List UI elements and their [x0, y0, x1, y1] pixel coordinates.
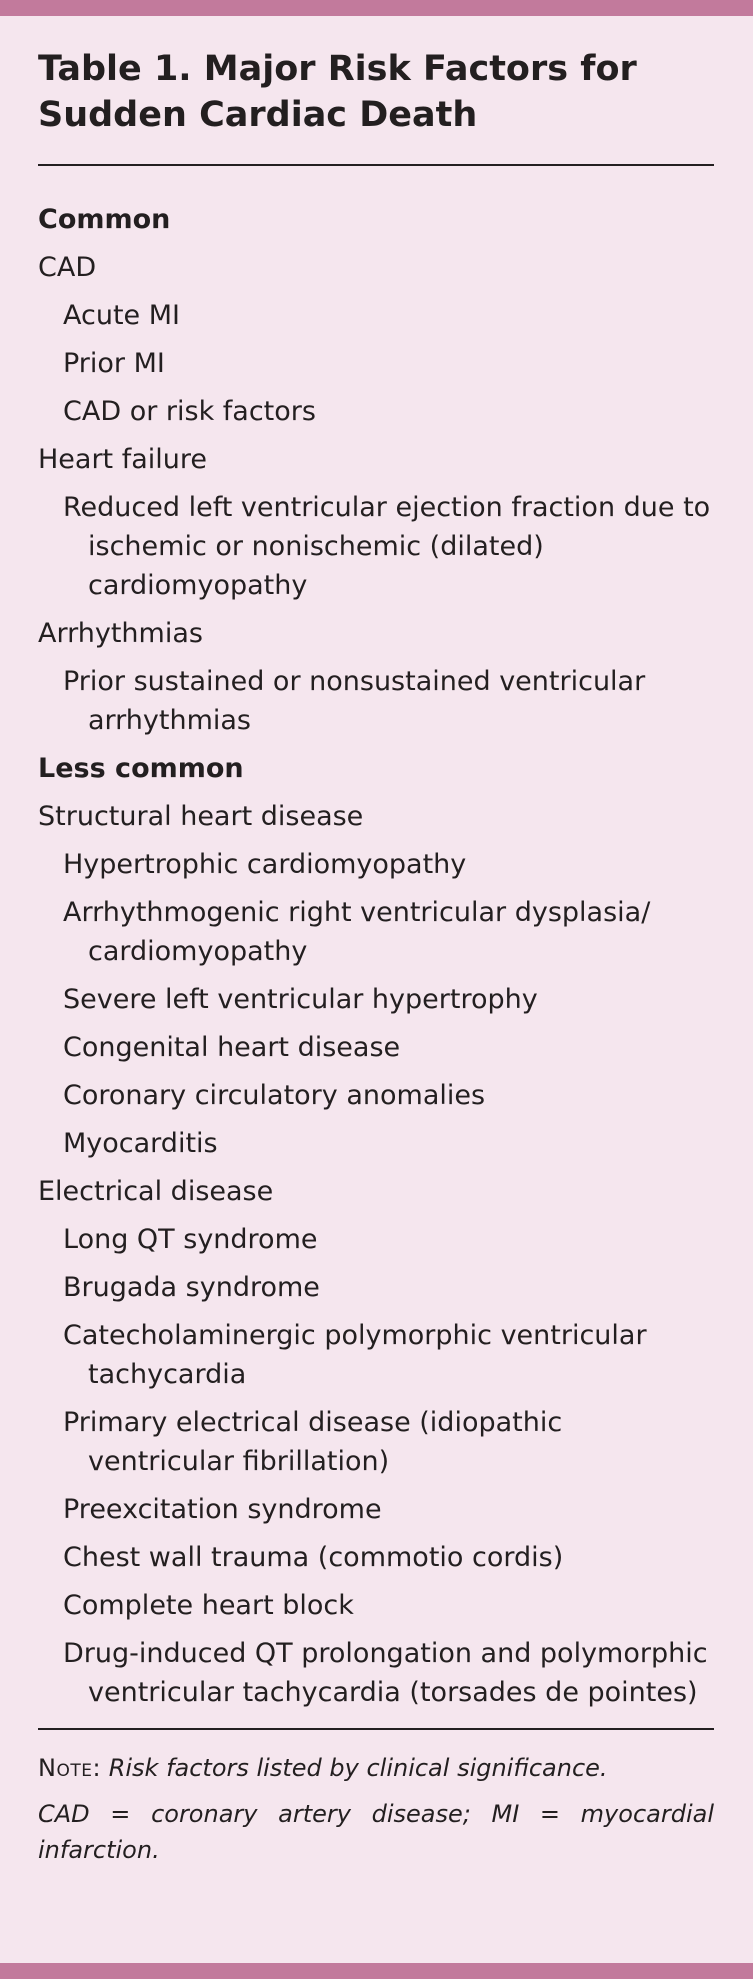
list-item: Structural heart disease [38, 801, 364, 832]
sub-list-item: Arrhythmogenic right ventricular dysplasia/ cardiomyopathy [63, 897, 651, 967]
list-item: Arrhythmias [38, 618, 203, 649]
bottom-divider [38, 1728, 714, 1730]
table-panel [38, 46, 714, 1868]
list-item: Electrical disease [38, 1176, 274, 1207]
section-heading: Common [38, 204, 171, 235]
top-accent-bar [0, 0, 753, 16]
sub-list-item: CAD or risk factors [63, 396, 316, 427]
section-heading: Less common [38, 753, 244, 784]
sub-list-item: Acute MI [63, 300, 180, 331]
sub-list-item: Hypertrophic cardiomyopathy [63, 849, 467, 880]
sub-list-item: Severe left ventricular hypertrophy [63, 984, 538, 1015]
table-title: Table 1. Major Risk Factors for Sudden Cardiac Death [38, 49, 637, 135]
sub-list-item: Congenital heart disease [63, 1032, 401, 1063]
risk-factor-list [38, 200, 714, 1712]
sub-list-item: Long QT syndrome [63, 1224, 318, 1255]
abbreviations-footnote: CAD = coronary artery disease; MI = myocardial infarction. [38, 1800, 714, 1864]
sub-list-item: Myocarditis [63, 1128, 218, 1159]
sub-list-item: Brugada syndrome [63, 1272, 320, 1303]
sub-list-item: Prior sustained or nonsustained ventricular arrhythmias [63, 666, 646, 736]
sub-list-item: Catecholaminergic polymorphic ventricular tachycardia [63, 1320, 647, 1390]
note-text: Risk factors listed by clinical significance. [108, 1754, 608, 1782]
sub-list-item: Coronary circulatory anomalies [63, 1080, 486, 1111]
table-note [38, 1750, 714, 1786]
list-item: CAD [38, 252, 97, 283]
sub-list-item: Primary electrical disease (idiopathic ventricular fibrillation) [63, 1407, 563, 1477]
note-prefix: Note: [38, 1754, 102, 1782]
top-divider [38, 164, 714, 166]
sub-list-item: Drug-induced QT prolongation and polymorphic ventricular tachycardia (torsades de pointes) [63, 1638, 708, 1708]
sub-list-item: Preexcitation syndrome [63, 1494, 382, 1525]
sub-list-item: Prior MI [63, 348, 165, 379]
list-item: Heart failure [38, 444, 208, 475]
sub-list-item: Complete heart block [63, 1590, 354, 1621]
sub-list-item: Reduced left ventricular ejection fraction due to ischemic or nonischemic (dilated) cardiomyopathy [63, 492, 711, 601]
bottom-accent-bar [0, 1963, 753, 1979]
sub-list-item: Chest wall trauma (commotio cordis) [63, 1542, 564, 1573]
